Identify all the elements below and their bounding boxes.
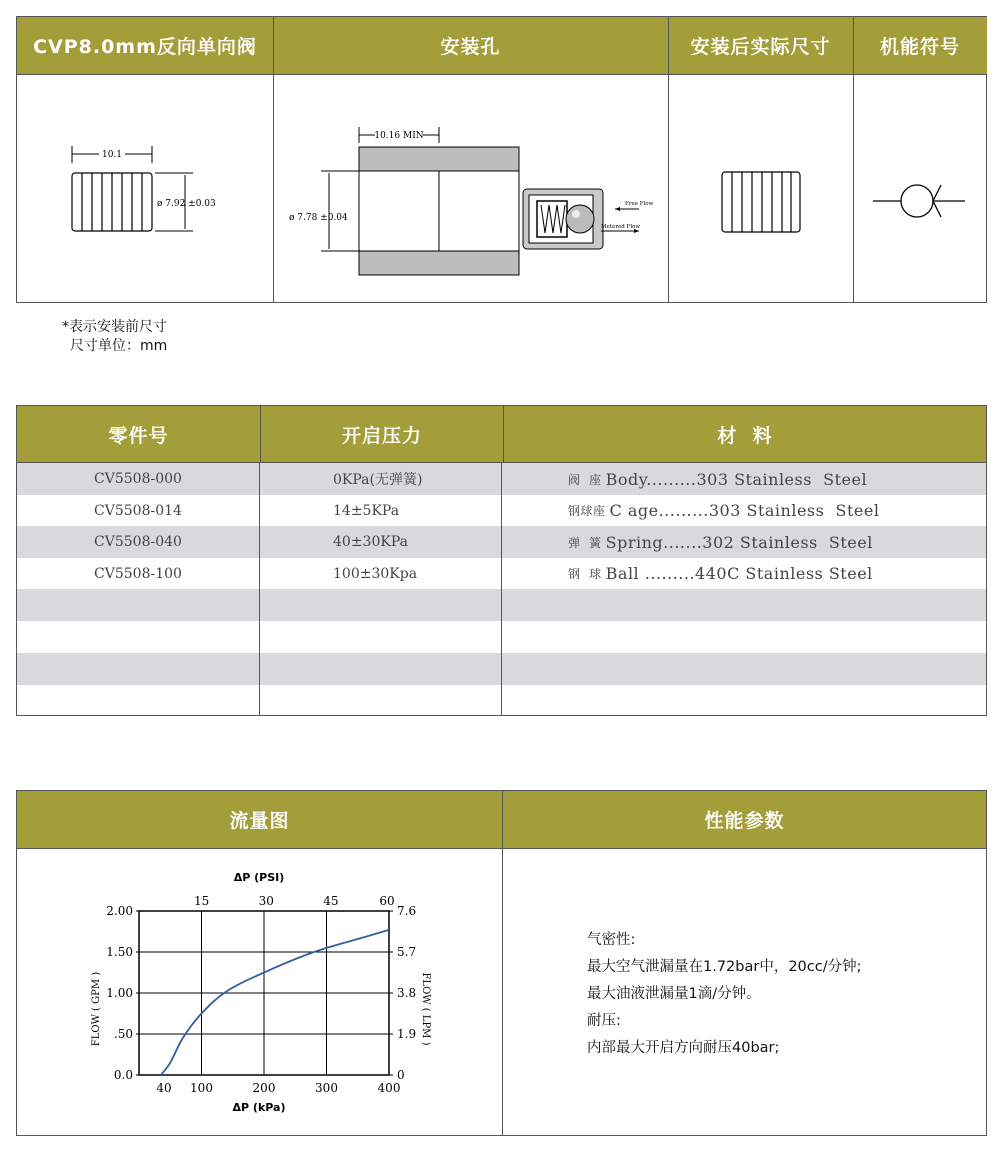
cracking-pressure: 100±30Kpa bbox=[260, 558, 502, 590]
chart-x-label: ΔP (kPa) bbox=[232, 1101, 286, 1114]
header-mounting-hole: 安装孔 bbox=[273, 17, 668, 75]
table-row bbox=[17, 495, 986, 527]
diameter-label: ø 7.92 ±0.03 bbox=[157, 199, 216, 209]
perf-line: 气密性: bbox=[587, 932, 636, 948]
perf-line: 最大空气泄漏量在1.72bar中，20cc/分钟; bbox=[587, 959, 862, 975]
part-number: CV5508-100 bbox=[17, 558, 260, 590]
hole-min-label: 10.16 MIN bbox=[374, 131, 424, 141]
chart-y-left-label: FLOW ( GPM ) bbox=[91, 971, 102, 1047]
valve-section bbox=[523, 189, 603, 249]
x-top-tick-label: 45 bbox=[323, 894, 339, 908]
part-number bbox=[17, 621, 260, 653]
valve-body bbox=[72, 173, 152, 231]
table-row bbox=[17, 684, 986, 716]
flow-chart bbox=[17, 849, 502, 1136]
parts-table-header bbox=[17, 406, 986, 463]
metered-flow-label: Metered Flow bbox=[601, 224, 641, 230]
material bbox=[502, 558, 986, 590]
part-number: CV5508-014 bbox=[17, 495, 260, 527]
material bbox=[502, 526, 986, 558]
chart-top-title: ΔP (PSI) bbox=[233, 871, 285, 884]
dimension-note bbox=[62, 318, 167, 356]
material bbox=[502, 495, 986, 527]
check-valve-symbol bbox=[853, 75, 987, 303]
performance-text bbox=[587, 927, 862, 1062]
note-unit: 尺寸单位：mm bbox=[70, 338, 168, 354]
x-tick-label: 40 bbox=[156, 1081, 172, 1095]
part-number bbox=[17, 684, 260, 716]
parts-table bbox=[16, 405, 987, 716]
material bbox=[502, 653, 986, 685]
header-model: CVP8.0mm反向单向阀 bbox=[17, 17, 273, 75]
material-label: 钢球座 bbox=[568, 504, 606, 519]
material-label: 阀 座 bbox=[568, 472, 602, 487]
dimensions-table bbox=[16, 16, 987, 303]
perf-line: 最大油液泄漏量1滴/分钟。 bbox=[587, 986, 761, 1002]
cracking-pressure bbox=[260, 684, 502, 716]
x-tick-label: 400 bbox=[377, 1081, 401, 1095]
material bbox=[502, 589, 986, 621]
cracking-pressure: 14±5KPa bbox=[260, 495, 502, 527]
y-right-tick-label: 3.8 bbox=[397, 986, 417, 1000]
header-installed-size: 安装后实际尺寸 bbox=[668, 17, 853, 75]
free-flow-label: Free Flow bbox=[625, 201, 654, 207]
y-right-tick-label: 0 bbox=[397, 1068, 405, 1082]
x-top-tick-label: 30 bbox=[258, 894, 274, 908]
material bbox=[502, 463, 986, 495]
header-performance: 性能参数 bbox=[503, 791, 986, 848]
perf-line: 内部最大开启方向耐压40bar; bbox=[587, 1040, 780, 1056]
installed-drawing bbox=[668, 75, 853, 303]
y-left-tick-label: 1.00 bbox=[106, 986, 133, 1000]
y-right-tick-label: 1.9 bbox=[397, 1027, 417, 1041]
perf-line: 耐压: bbox=[587, 1013, 621, 1029]
part-number: CV5508-040 bbox=[17, 526, 260, 558]
part-number: CV5508-000 bbox=[17, 463, 260, 495]
table-row bbox=[17, 653, 986, 685]
cracking-pressure: 40±30KPa bbox=[260, 526, 502, 558]
length-label: 10.1 bbox=[101, 150, 123, 160]
x-top-tick-label: 60 bbox=[379, 894, 395, 908]
y-right-tick-label: 7.6 bbox=[397, 904, 417, 918]
performance-table bbox=[16, 790, 987, 1136]
material-label: 钢 球 bbox=[568, 567, 602, 582]
header-cracking-pressure: 开启压力 bbox=[261, 406, 504, 462]
table-row bbox=[17, 463, 986, 495]
divider bbox=[502, 791, 503, 1135]
y-left-tick-label: .50 bbox=[113, 1027, 133, 1041]
mounting-hole-drawing bbox=[273, 75, 668, 303]
hole-diameter-label: ø 7.78 ±0.04 bbox=[289, 213, 348, 223]
table-row bbox=[17, 558, 986, 590]
x-top-tick-label: 15 bbox=[193, 894, 210, 908]
table-row bbox=[17, 526, 986, 558]
y-left-tick-label: 0.0 bbox=[113, 1068, 133, 1082]
x-tick-label: 300 bbox=[315, 1081, 338, 1095]
y-left-tick-label: 2.00 bbox=[106, 904, 133, 918]
table-row bbox=[17, 589, 986, 621]
table-row bbox=[17, 621, 986, 653]
material-label: 弹 簧 bbox=[568, 535, 602, 550]
part-number bbox=[17, 589, 260, 621]
part-number bbox=[17, 653, 260, 685]
material-value: Ball .........440C Stainless Steel bbox=[605, 564, 873, 584]
material-value: Body.........303 Stainless Steel bbox=[605, 469, 868, 489]
material bbox=[502, 684, 986, 716]
header-part-number: 零件号 bbox=[17, 406, 261, 462]
x-tick-label: 200 bbox=[252, 1081, 276, 1095]
valve-drawing bbox=[17, 75, 273, 303]
material bbox=[502, 621, 986, 653]
cracking-pressure bbox=[260, 621, 502, 653]
header-flow-chart: 流量图 bbox=[17, 791, 503, 848]
header-symbol: 机能符号 bbox=[853, 17, 987, 75]
y-left-tick-label: 1.50 bbox=[106, 945, 133, 959]
chart-y-right-label: FLOW ( LPM ) bbox=[420, 972, 431, 1046]
y-right-tick-label: 5.7 bbox=[397, 945, 417, 959]
note-before-install: *表示安装前尺寸 bbox=[62, 319, 167, 335]
material-value: Spring.......302 Stainless Steel bbox=[605, 532, 873, 552]
cracking-pressure bbox=[260, 589, 502, 621]
x-tick-label: 100 bbox=[190, 1081, 213, 1095]
cracking-pressure: 0KPa(无弹簧) bbox=[260, 463, 502, 495]
cracking-pressure bbox=[260, 653, 502, 685]
header-material: 材 料 bbox=[504, 406, 986, 462]
material-value: C age.........303 Stainless Steel bbox=[609, 501, 880, 521]
